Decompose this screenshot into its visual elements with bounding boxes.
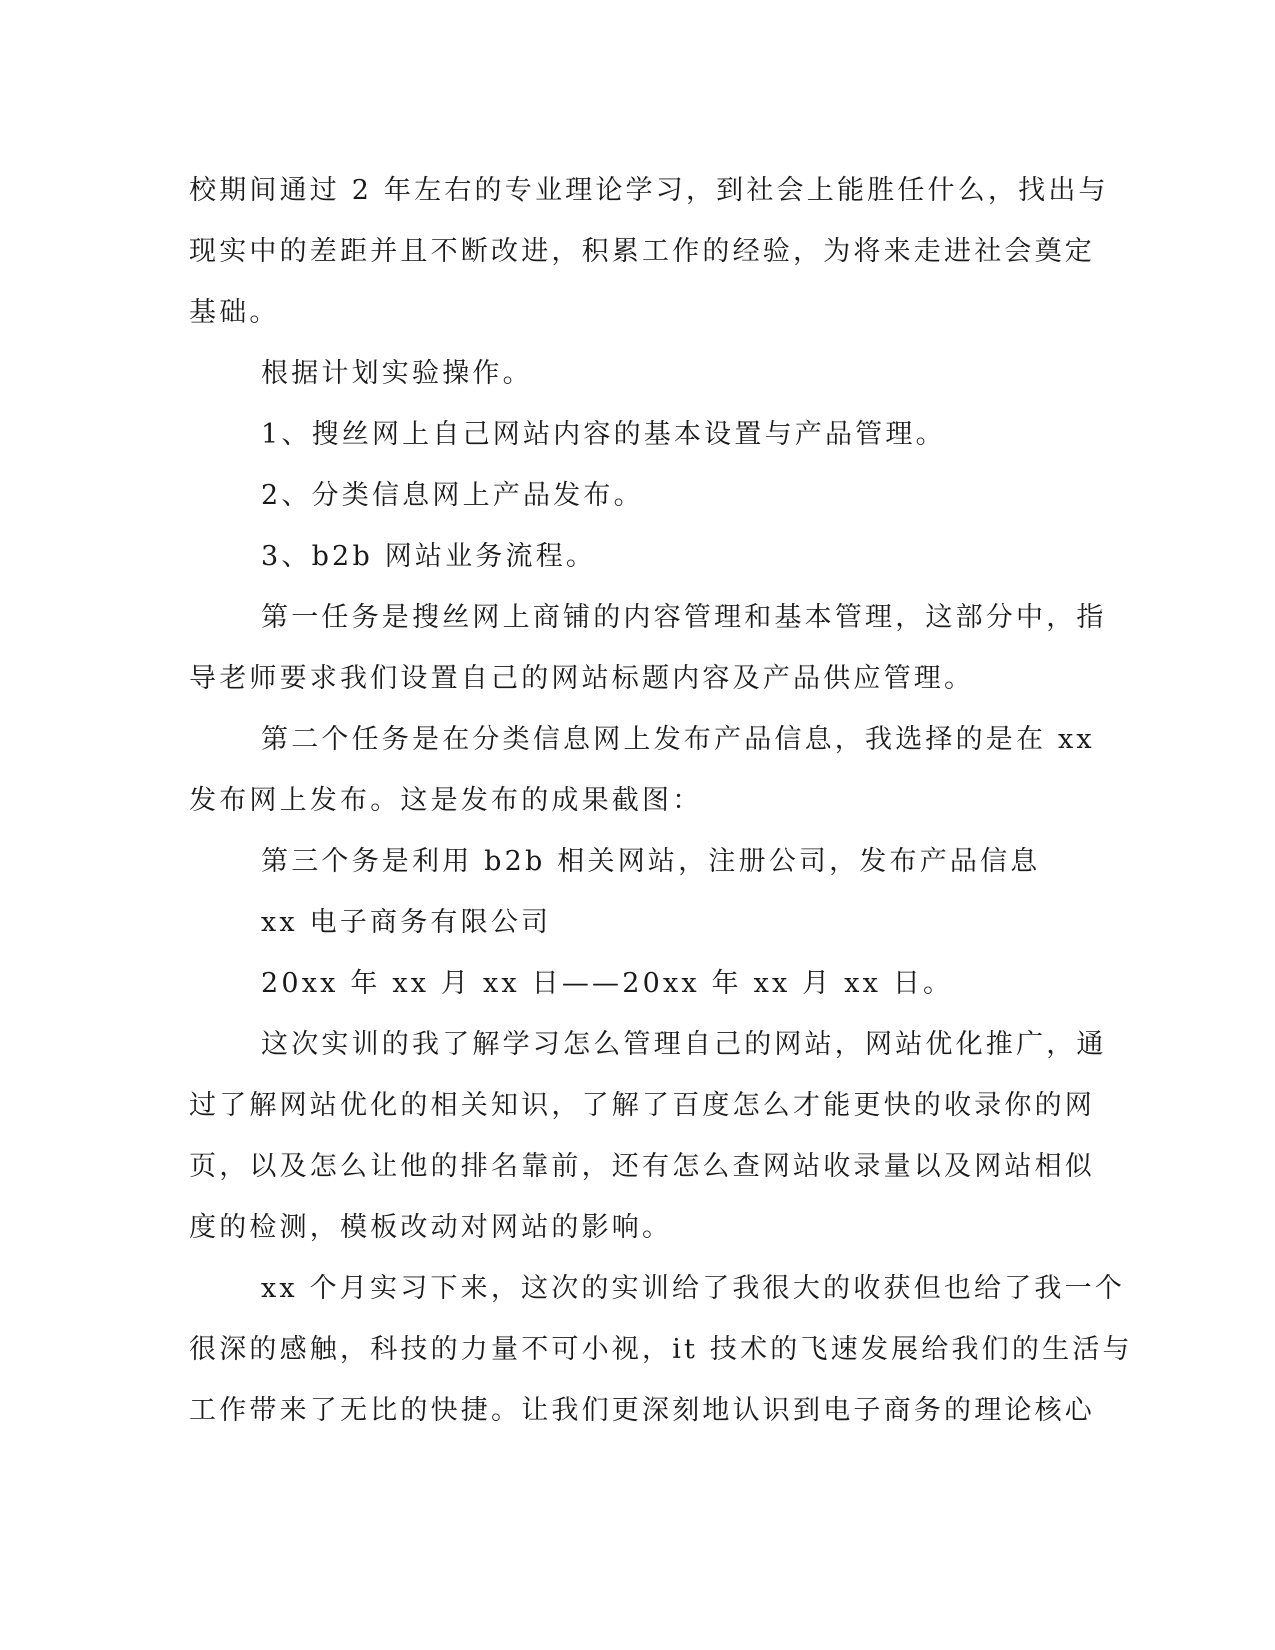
text-line: xx 个月实习下来，这次的实训给了我很大的收获但也给了我一个 xyxy=(261,1273,1126,1304)
text-line: 1、搜丝网上自己网站内容的基本设置与产品管理。 xyxy=(261,419,946,450)
text-line: 这次实训的我了解学习怎么管理自己的网站，网站优化推广，通 xyxy=(261,1029,1107,1060)
text-line: 过了解网站优化的相关知识，了解了百度怎么才能更快的收录你的网 xyxy=(189,1090,1095,1121)
text-line: 校期间通过 2 年左右的专业理论学习，到社会上能胜任什么，找出与 xyxy=(189,175,1109,206)
text-line: 发布网上发布。这是发布的成果截图： xyxy=(189,785,703,816)
text-line: 根据计划实验操作。 xyxy=(261,358,533,389)
text-line: 工作带来了无比的快捷。让我们更深刻地认识到电子商务的理论核心 xyxy=(189,1395,1095,1426)
text-line: 页，以及怎么让他的排名靠前，还有怎么查网站收录量以及网站相似 xyxy=(189,1151,1095,1182)
text-line: 3、b2b 网站业务流程。 xyxy=(261,541,597,572)
text-line: xx 电子商务有限公司 xyxy=(261,907,552,938)
text-line: 第一任务是搜丝网上商铺的内容管理和基本管理，这部分中，指 xyxy=(261,602,1107,633)
text-line: 第三个务是利用 b2b 相关网站，注册公司，发布产品信息 xyxy=(261,846,1041,877)
text-line: 导老师要求我们设置自己的网站标题内容及产品供应管理。 xyxy=(189,663,975,694)
document-body xyxy=(189,160,1133,1441)
text-line: 很深的感触，科技的力量不可小视，it 技术的飞速发展给我们的生活与 xyxy=(189,1334,1133,1365)
text-line: 现实中的差距并且不断改进，积累工作的经验，为将来走进社会奠定 xyxy=(189,236,1095,267)
text-line: 度的检测，模板改动对网站的影响。 xyxy=(189,1212,673,1243)
text-line: 基础。 xyxy=(189,297,280,328)
text-line: 2、分类信息网上产品发布。 xyxy=(261,480,644,511)
text-line: 20xx 年 xx 月 xx 日——20xx 年 xx 月 xx 日。 xyxy=(261,968,954,999)
text-line: 第二个任务是在分类信息网上发布产品信息，我选择的是在 xx xyxy=(261,724,1095,755)
